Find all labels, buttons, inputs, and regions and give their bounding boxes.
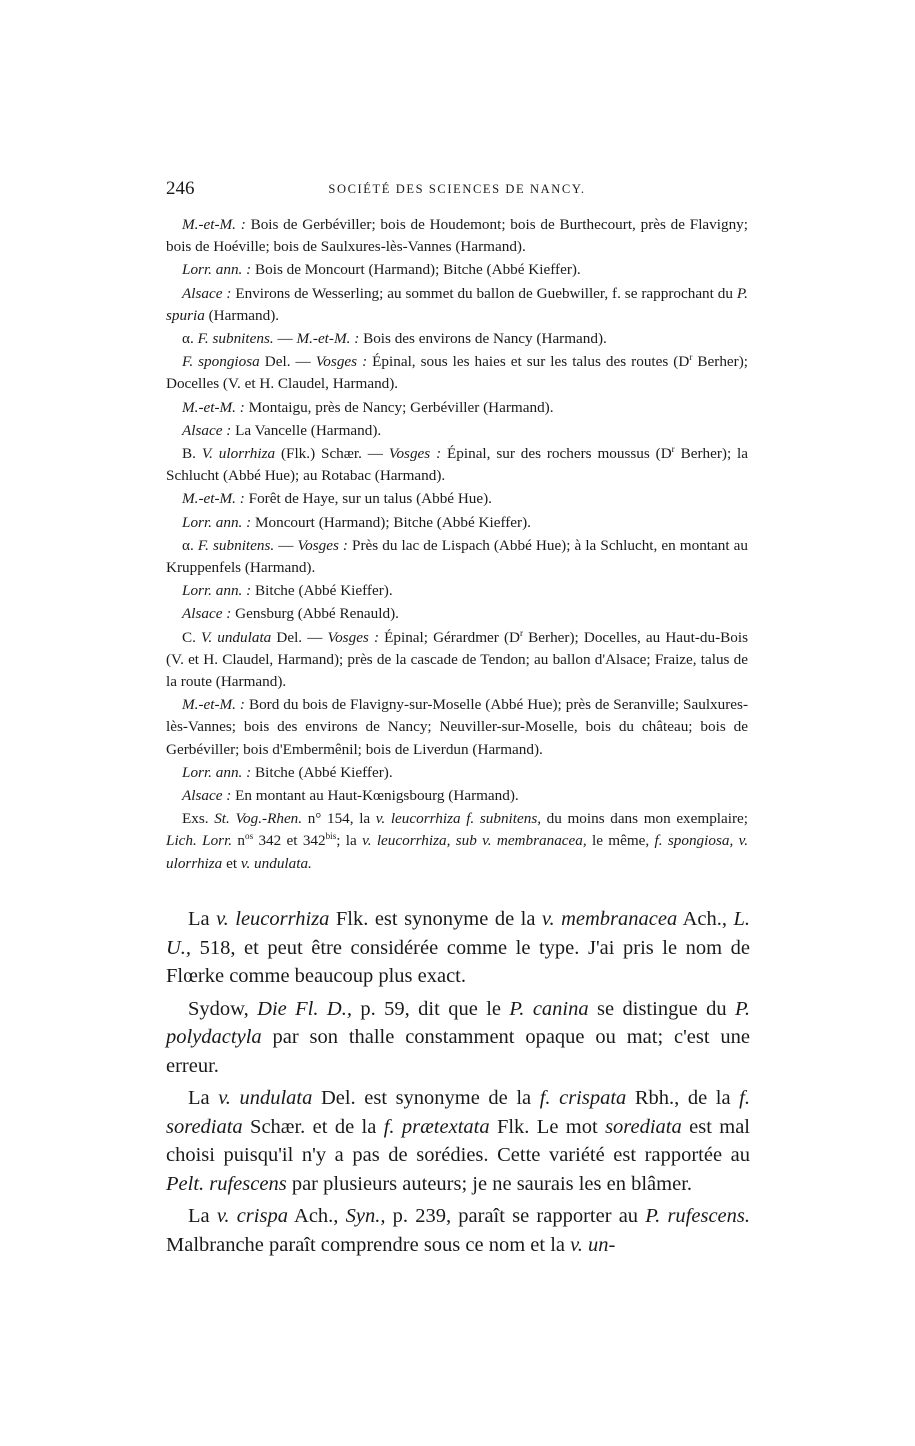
- text-run: Berher); la Schlucht (Abbé Hue); au Rotabac (Harmand).: [166, 445, 749, 485]
- superscript: r: [689, 352, 693, 363]
- locality-paragraph: [166, 488, 748, 510]
- italic-run: M.-et-M. :: [182, 398, 245, 416]
- text-run: Moncourt (Harmand); Bitche (Abbé Kieffer).: [251, 513, 531, 531]
- italic-run: v. leucorrhiza, sub v. membranacea,: [362, 832, 587, 850]
- locality-paragraph: [166, 808, 748, 875]
- text-run: n: [232, 832, 246, 850]
- text-run: La Vancelle (Harmand).: [231, 421, 382, 439]
- locality-paragraph: [166, 443, 748, 487]
- locality-paragraph: [166, 512, 748, 534]
- text-run: par plusieurs auteurs; je ne saurais les en blâmer.: [286, 1172, 693, 1195]
- text-run: p. 59, dit que le: [351, 997, 510, 1020]
- text-run: Montaigu, près de Nancy; Gerbéviller (Harmand).: [244, 398, 554, 416]
- italic-run: sorediata: [605, 1115, 682, 1138]
- locality-paragraph: [166, 283, 748, 327]
- italic-run: v. undulata.: [240, 854, 312, 872]
- locality-paragraph: [166, 694, 748, 761]
- superscript: os: [245, 831, 254, 842]
- text-run: (Harmand).: [204, 306, 280, 324]
- italic-run: v. leucorrhiza f. subnitens,: [375, 810, 542, 828]
- text-run: le même,: [586, 832, 655, 850]
- text-run: Bitche (Abbé Kieffer).: [251, 763, 393, 781]
- text-run: Ach.,: [287, 1205, 346, 1227]
- locality-paragraph: [166, 214, 748, 258]
- locality-list: [166, 214, 748, 875]
- italic-run: M.-et-M. :: [182, 216, 246, 233]
- text-run: Sydow,: [188, 997, 258, 1020]
- italic-run: Lich. Lorr.: [166, 832, 233, 850]
- body-paragraph: [166, 1084, 750, 1198]
- italic-run: Vosges :: [388, 445, 442, 463]
- text-run: Exs.: [182, 810, 215, 828]
- text-run: p. 239, paraît se rapporter au: [385, 1205, 646, 1227]
- text-run: La: [188, 1205, 217, 1227]
- text-run: ; la: [336, 832, 363, 850]
- italic-run: P. rufescens.: [645, 1205, 750, 1227]
- italic-run: Lorr. ann. :: [182, 261, 252, 279]
- italic-run: Alsace :: [182, 284, 232, 302]
- text-run: Ach.,: [677, 908, 734, 930]
- text-run: Del. —: [259, 353, 316, 371]
- text-run: α.: [182, 536, 198, 554]
- text-run: Schær. et de la: [242, 1115, 384, 1138]
- text-run: et: [222, 854, 241, 872]
- page-number: 246: [166, 178, 195, 199]
- italic-run: F. subnitens.: [197, 536, 275, 554]
- text-run: Berher); Docelles (V. et H. Claudel, Harmand).: [166, 353, 748, 393]
- text-run: Bois de Moncourt (Harmand); Bitche (Abbé Kieffer).: [251, 261, 581, 279]
- text-run: —: [274, 536, 298, 554]
- locality-paragraph: [166, 351, 748, 395]
- page-header: [166, 178, 748, 202]
- body-paragraph: [166, 995, 750, 1081]
- locality-paragraph: [166, 397, 748, 419]
- italic-run: M.-et-M. :: [296, 330, 360, 348]
- body-paragraph: [166, 1202, 750, 1259]
- body-paragraph: [166, 905, 750, 991]
- italic-run: f. sorediata: [166, 1087, 750, 1138]
- text-run: Bois de Gerbéviller; bois de Houdemont; bois de Burthecourt, près de Flavigny; bois de Hoéville; bois de Saulxures-lès-Vannes (Harmand).: [166, 216, 748, 256]
- locality-paragraph: [166, 603, 748, 625]
- text-run: se distingue du: [588, 997, 735, 1020]
- italic-run: Alsace :: [182, 787, 232, 805]
- italic-run: Alsace :: [182, 421, 232, 439]
- italic-run: Die Fl. D.,: [257, 997, 352, 1020]
- italic-run: St. Vog.-Rhen.: [214, 810, 303, 828]
- italic-run: f. prætextata: [383, 1115, 490, 1138]
- commentary: [166, 905, 750, 1263]
- text-run: α.: [182, 330, 198, 348]
- text-run: La: [188, 908, 217, 930]
- running-head: SOCIÉTÉ DES SCIENCES DE NANCY.: [328, 182, 586, 196]
- text-run: Malbranche paraît comprendre sous ce nom et la: [166, 1233, 571, 1256]
- italic-run: Vosges :: [297, 536, 348, 554]
- italic-run: Vosges :: [315, 353, 368, 371]
- text-run: En montant au Haut-Kœnigsbourg (Harmand).: [231, 787, 519, 805]
- text-run: Près du lac de Lispach (Abbé Hue); à la Schlucht, en montant au Kruppenfels (Harmand).: [166, 536, 748, 577]
- text-run: du moins dans mon exemplaire;: [541, 810, 748, 828]
- italic-run: Vosges :: [327, 628, 380, 646]
- italic-run: P. polydactyla: [166, 997, 750, 1048]
- italic-run: M.-et-M. :: [182, 696, 245, 714]
- text-run: La: [188, 1087, 219, 1109]
- text-run: Rbh., de la: [626, 1087, 740, 1109]
- superscript: r: [520, 627, 524, 638]
- text-run: Bitche (Abbé Kieffer).: [251, 582, 393, 600]
- italic-run: F. spongiosa: [182, 353, 260, 371]
- locality-paragraph: [166, 259, 748, 281]
- locality-paragraph: [166, 535, 748, 579]
- italic-run: Alsace :: [182, 605, 232, 623]
- locality-paragraph: [166, 762, 748, 784]
- italic-run: f. spongiosa, v. ulorrhiza: [166, 832, 748, 872]
- italic-run: v. undulata: [218, 1087, 313, 1109]
- italic-run: v. leucorrhiza: [216, 908, 330, 930]
- superscript: r: [671, 443, 675, 454]
- locality-paragraph: [166, 785, 748, 807]
- text-run: Épinal; Gérardmer (D: [379, 628, 520, 646]
- italic-run: v. un-: [570, 1233, 616, 1256]
- italic-run: v. membranacea: [541, 908, 678, 930]
- text-run: Forêt de Haye, sur un talus (Abbé Hue).: [244, 490, 492, 508]
- italic-run: V. ulorrhiza: [201, 445, 276, 463]
- text-run: Épinal, sur des rochers moussus (D: [441, 445, 672, 463]
- italic-run: M.-et-M. :: [182, 490, 245, 508]
- text-run: Gensburg (Abbé Renauld).: [231, 605, 399, 623]
- text-run: Bord du bois de Flavigny-sur-Moselle (Abbé Hue); près de Seranville; Saulxures-lès-Vannes; bois des environs de Nancy; Neuviller-sur-Moselle, bois du château; bois de Gerbéviller; bois d'Embermênil; bois de Liverdun (Harmand).: [166, 696, 749, 758]
- text-run: (Flk.) Schær. —: [275, 445, 389, 463]
- superscript: bis: [325, 831, 337, 842]
- italic-run: V. undulata: [201, 628, 272, 646]
- text-run: par son thalle constamment opaque ou mat; c'est une erreur.: [166, 1026, 750, 1077]
- locality-paragraph: [166, 580, 748, 602]
- text-run: 342 et 342: [253, 832, 326, 850]
- text-run: Del. —: [271, 628, 328, 646]
- italic-run: v. crispa: [216, 1205, 288, 1227]
- locality-paragraph: [166, 420, 748, 442]
- text-run: B.: [182, 445, 202, 463]
- italic-run: Lorr. ann. :: [182, 513, 252, 531]
- italic-run: Lorr. ann. :: [182, 763, 252, 781]
- text-run: C.: [182, 628, 202, 646]
- text-run: est mal choisi puisqu'il n'y a pas de sorédies. Cette variété est rapportée au: [166, 1115, 750, 1166]
- italic-run: P. canina: [509, 997, 589, 1020]
- text-run: —: [273, 330, 297, 348]
- italic-run: Syn.,: [345, 1205, 386, 1227]
- text-run: Bois des environs de Nancy (Harmand).: [359, 330, 607, 348]
- italic-run: Pelt. rufescens: [166, 1172, 287, 1195]
- text-run: Berher); Docelles, au Haut-du-Bois (V. et H. Claudel, Harmand); près de la cascade de Tendon; au ballon d'Alsace; Fraize, talus de la route (Harmand).: [166, 628, 749, 691]
- italic-run: F. subnitens.: [197, 330, 274, 348]
- locality-paragraph: [166, 627, 748, 694]
- text-run: 518, et peut être considérée comme le type. J'ai pris le nom de Flœrke comme beaucoup plus exact.: [166, 936, 750, 987]
- italic-run: f. crispata: [539, 1087, 627, 1109]
- text-run: Flk. est synonyme de la: [329, 908, 542, 930]
- italic-run: P. spuria: [166, 284, 748, 324]
- text-run: Environs de Wesserling; au sommet du ballon de Guebwiller, f. se rapprochant du: [231, 284, 737, 302]
- text-run: Épinal, sous les haies et sur les talus des routes (D: [367, 353, 690, 371]
- text-run: Del. est synonyme de la: [312, 1087, 540, 1109]
- text-run: n° 154, la: [302, 810, 376, 828]
- italic-run: Lorr. ann. :: [182, 582, 252, 600]
- locality-paragraph: [166, 328, 748, 350]
- italic-run: L. U.,: [166, 908, 750, 959]
- text-run: Flk. Le mot: [489, 1115, 606, 1138]
